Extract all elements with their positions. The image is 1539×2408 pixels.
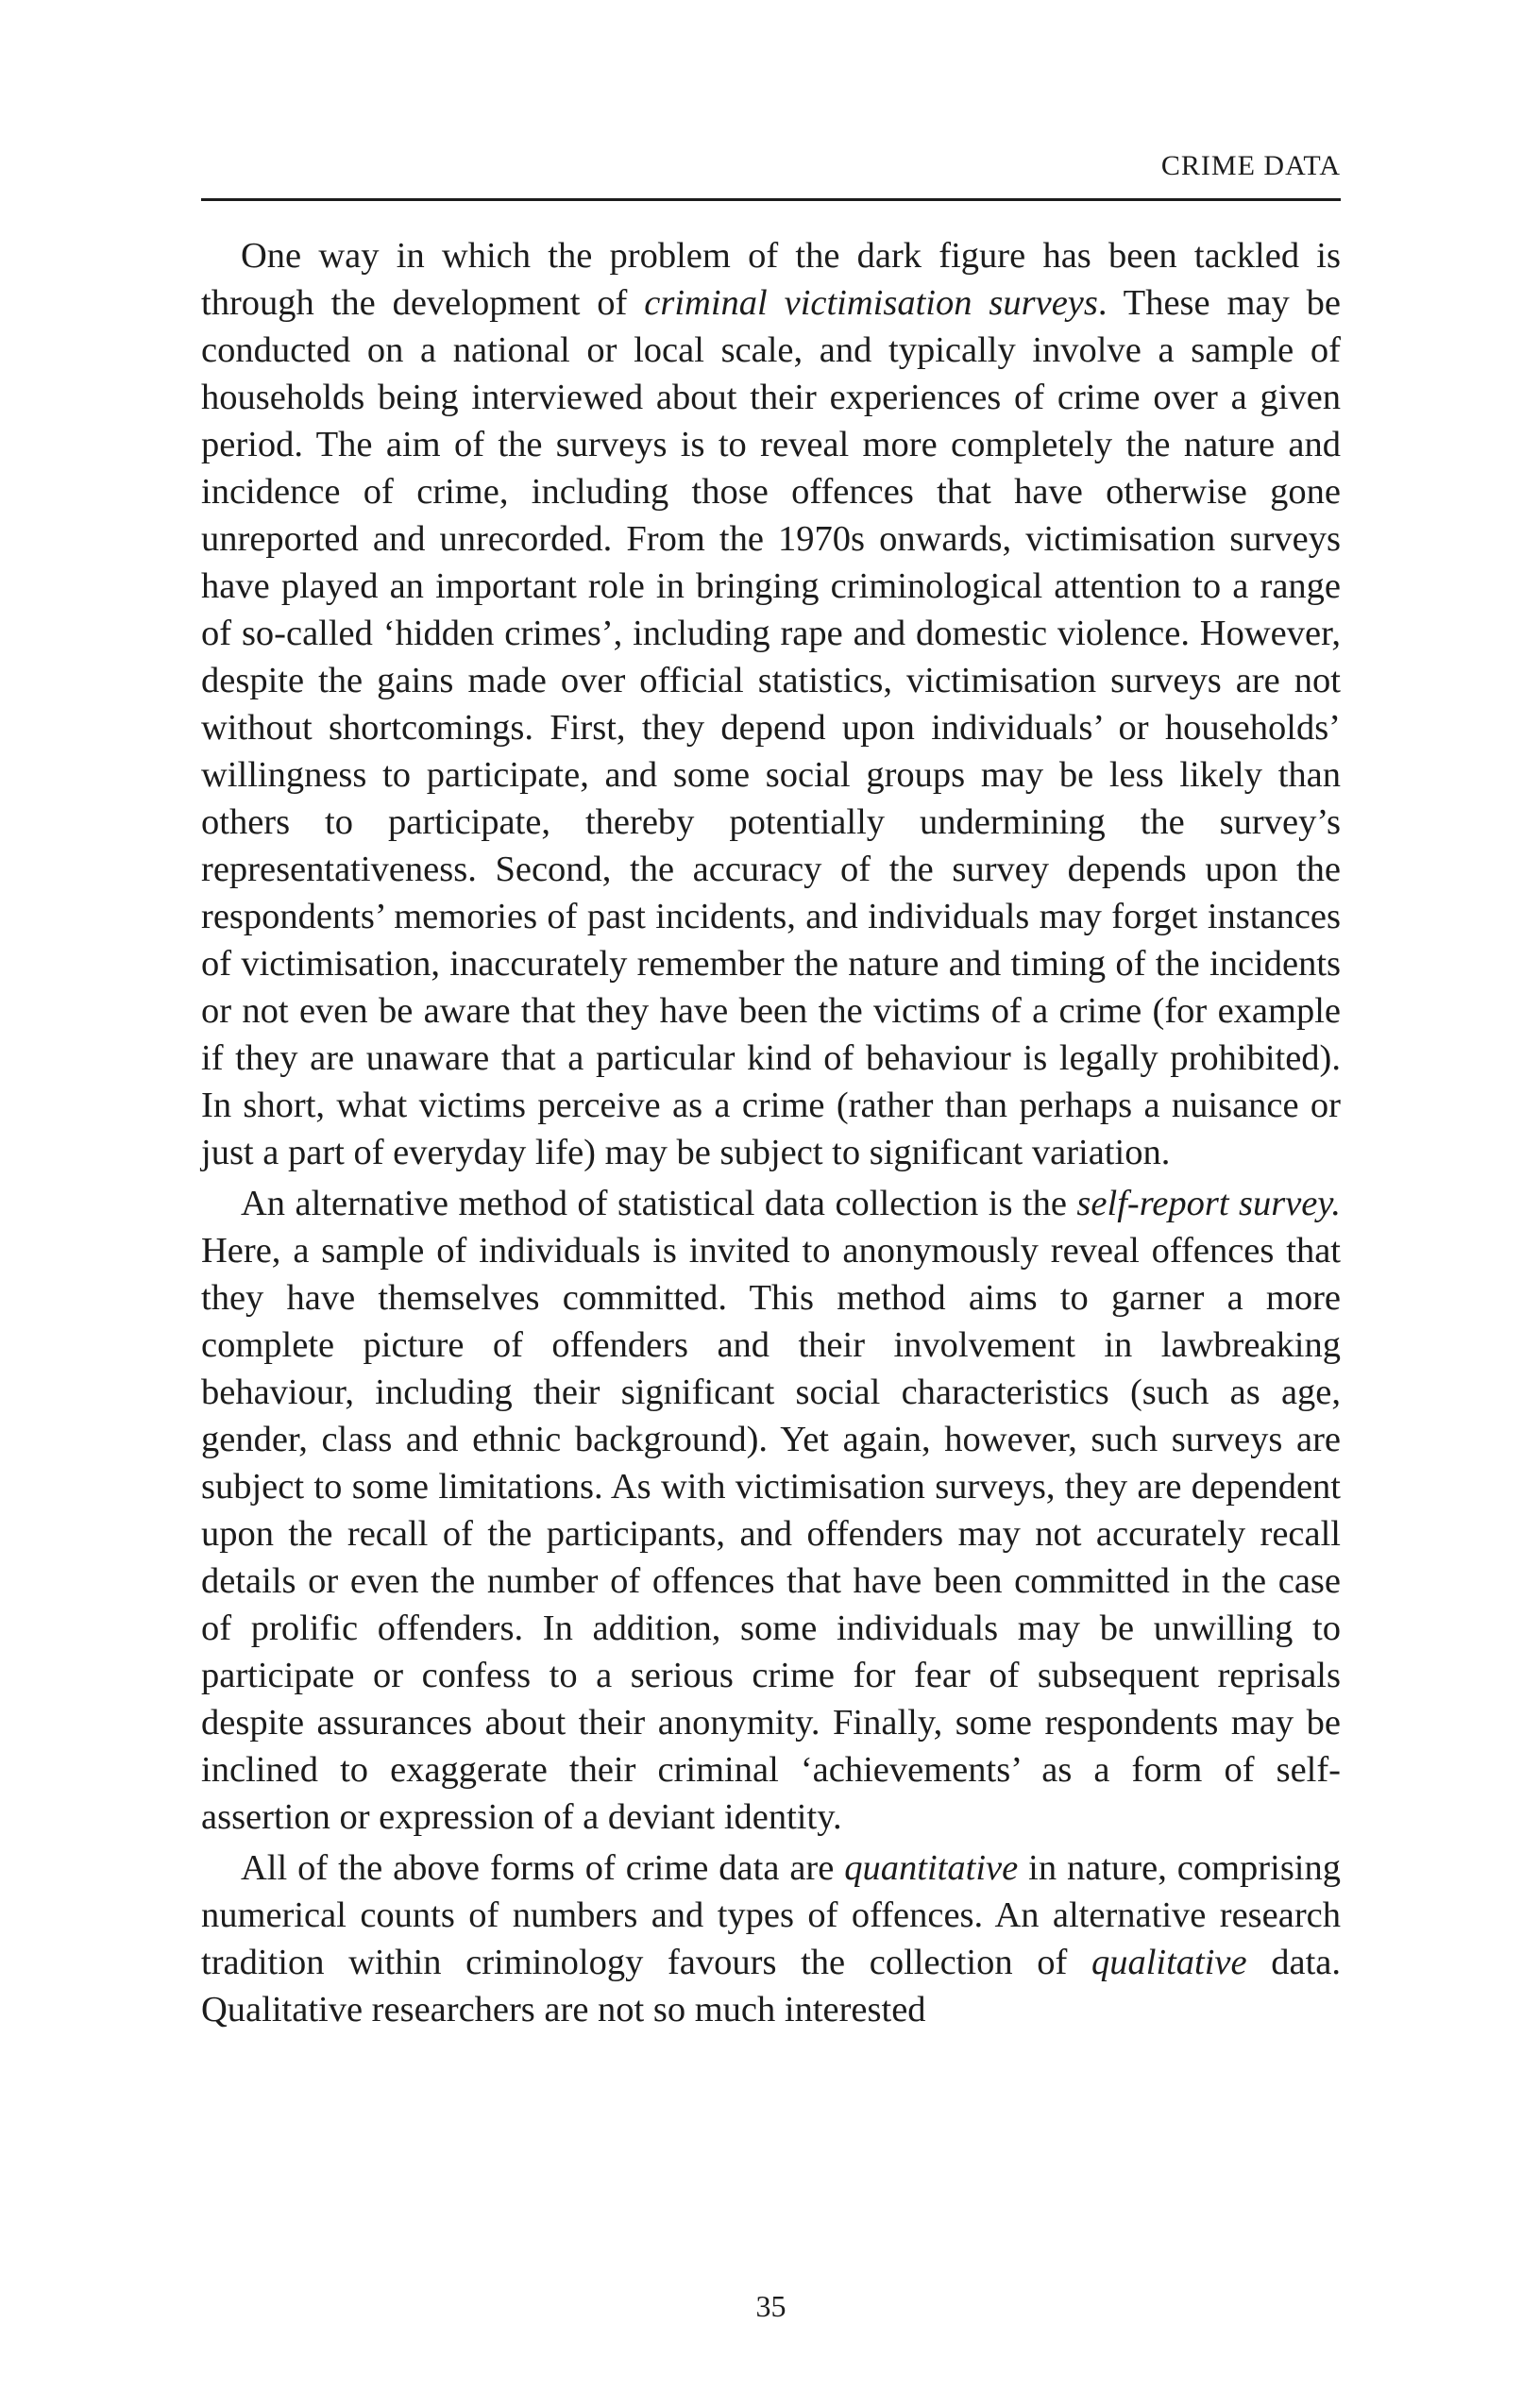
page-number: 35 bbox=[755, 2289, 786, 2323]
header-rule bbox=[201, 198, 1341, 201]
text-run: One way in which the problem of the dark figure has been tackled is through the development of bbox=[201, 236, 1341, 323]
paragraph-victimisation-surveys bbox=[201, 232, 1341, 1176]
italic-term-quantitative: quantitative bbox=[844, 1848, 1019, 1888]
text-run: An alternative method of statistical data collection is the bbox=[241, 1184, 1077, 1223]
text-run: Here, a sample of individuals is invited to anonymously reveal offences that they have themselves committed. This method aims to garner a more complete picture of offenders and their involvement in lawbreaking behaviour, including their significant social characteristics (such as age, gender, class and ethnic background). Yet again, however, such surveys are subject to some limitations. As with victimisation surveys, they are dependent upon the recall of the participants, and offenders may not accurately recall details or even the number of offences that have been committed in the case of prolific offenders. In addition, some individuals may be unwilling to participate or confess to a serious crime for fear of subsequent reprisals despite assurances about their anonymity. Finally, some respondents may be inclined to exaggerate their criminal ‘achievements’ as a form of self-assertion or expression of a deviant identity. bbox=[201, 1231, 1341, 1837]
paragraph-quantitative-qualitative bbox=[201, 1844, 1341, 2033]
text-run: . These may be conducted on a national or local scale, and typically involve a sample of households being interviewed about their experiences of crime over a given period. The aim of the surveys is to reveal more completely the nature and incidence of crime, including those offences that have otherwise gone unreported and unrecorded. From the 1970s onwards, victimisation surveys have played an important role in bringing criminological attention to a range of so-called ‘hidden crimes’, including rape and domestic violence. However, despite the gains made over official statistics, victimisation surveys are not without shortcomings. First, they depend upon individuals’ or households’ willingness to participate, and some social groups may be less likely than others to participate, thereby potentially undermining the survey’s representativeness. Second, the accuracy of the survey depends upon the respondents’ memories of past incidents, and individuals may forget instances of victimisation, inaccurately remember the nature and timing of the incidents or not even be aware that they have been the victims of a crime (for example if they are unaware that a particular kind of behaviour is legally prohibited). In short, what victims perceive as a crime (rather than perhaps a nuisance or just a part of everyday life) may be subject to significant variation. bbox=[201, 283, 1341, 1172]
body-text bbox=[201, 232, 1341, 2033]
text-run: data. Qualitative researchers are not so much interested bbox=[201, 1943, 1342, 2029]
italic-term-qualitative: qualitative bbox=[1091, 1943, 1247, 1982]
running-header: CRIME DATA bbox=[1160, 150, 1341, 181]
text-run: in nature, comprising numerical counts of numbers and types of offences. An alternative research tradition within criminology favours the collection of bbox=[201, 1848, 1341, 1982]
paragraph-self-report-survey bbox=[201, 1180, 1341, 1841]
italic-term-self-report-survey: self-report survey. bbox=[1076, 1184, 1341, 1223]
italic-term-criminal-victimisation-surveys: criminal victimisation surveys bbox=[644, 283, 1098, 323]
text-run: All of the above forms of crime data are bbox=[241, 1848, 845, 1888]
